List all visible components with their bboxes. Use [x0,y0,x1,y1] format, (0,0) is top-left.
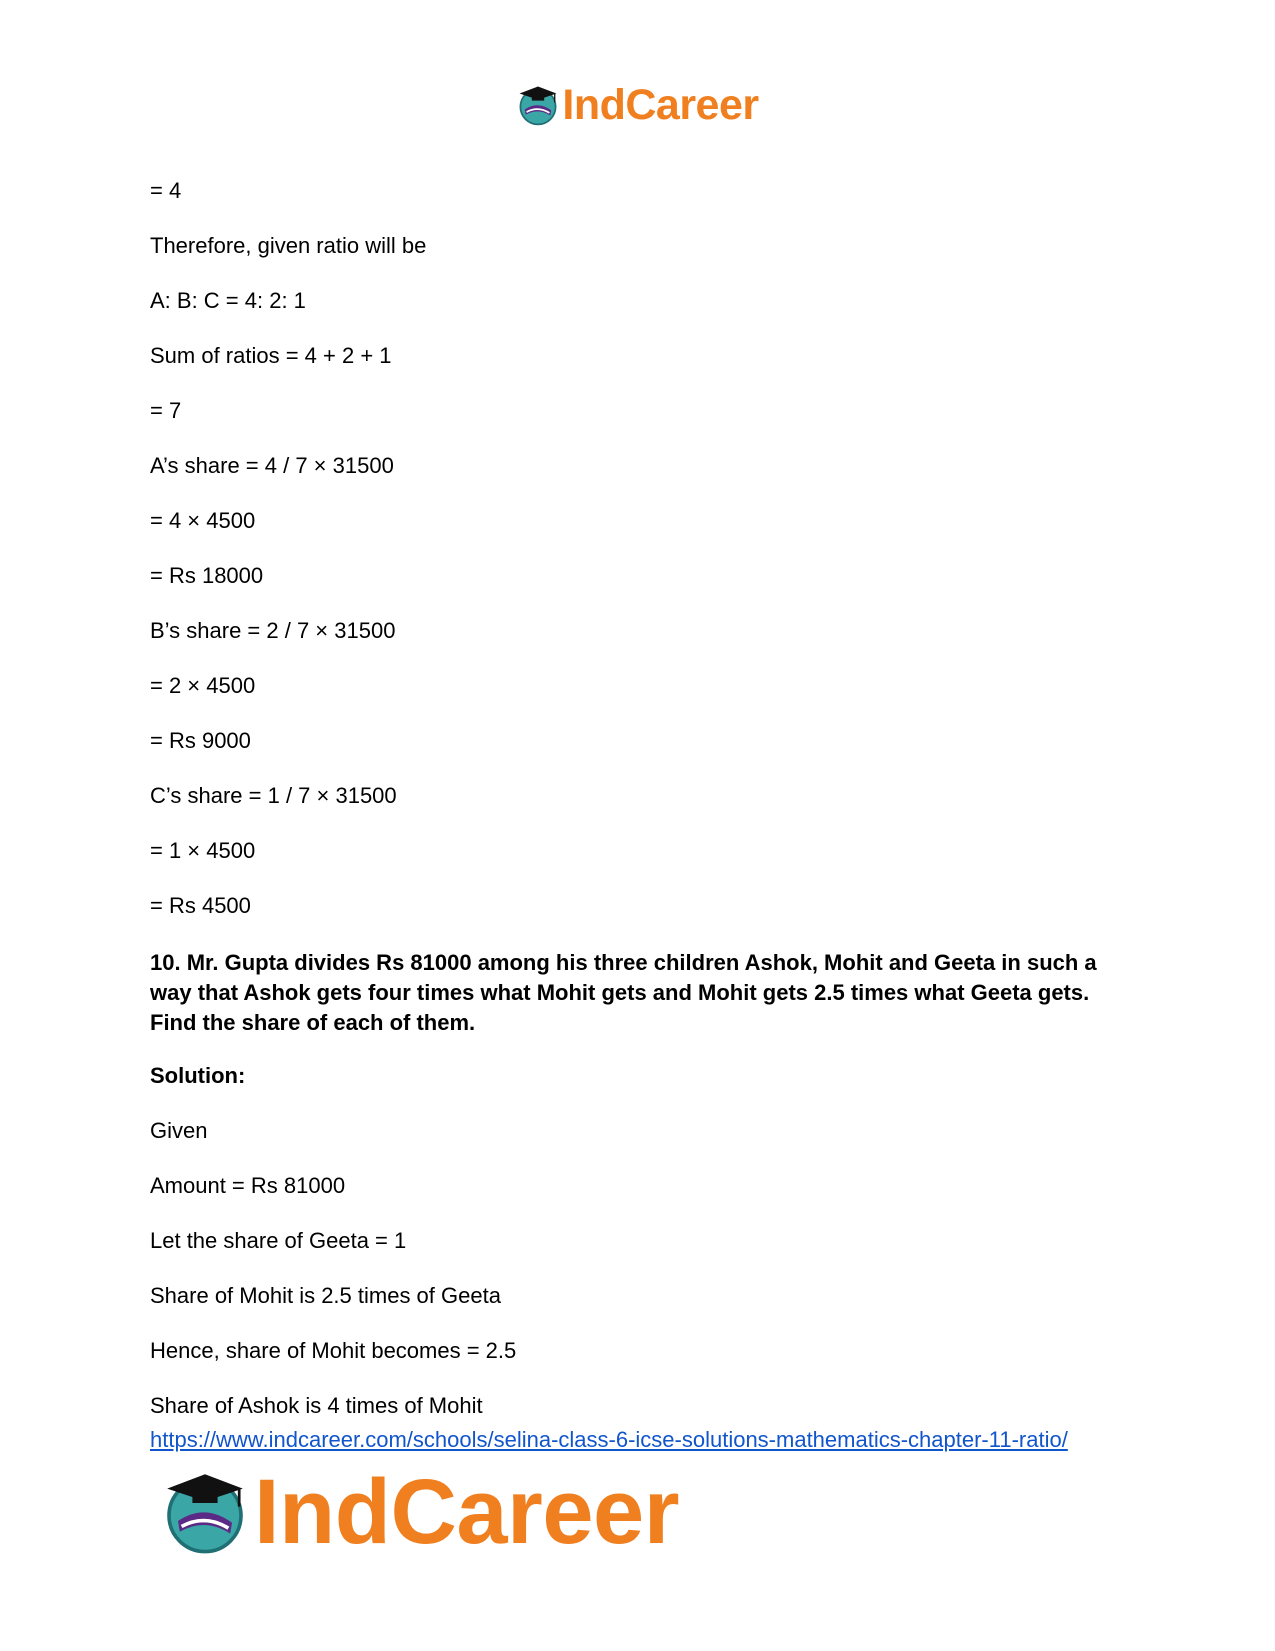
logo-text: IndCareer [254,1461,679,1563]
solution-label: Solution: [150,1063,246,1088]
text-line: Share of Mohit is 2.5 times of Geeta [150,1283,501,1308]
text-line: Amount = Rs 81000 [150,1173,346,1198]
header-logo [0,80,1275,130]
question-10: 10. Mr. Gupta divides Rs 81000 among his three children Ashok, Mohit and Geeta in such a way that Ashok gets four times what Mohit gets and Mohit gets 2.5 times what Geeta gets. Find the share of each of them. [150,950,1097,1035]
text-line: = Rs 4500 [150,893,251,918]
text-line: = 7 [150,398,182,423]
source-link[interactable]: https://www.indcareer.com/schools/selina-class-6-icse-solutions-mathematics-chapter-11-ratio/ [150,1427,1068,1452]
text-line: A’s share = 4 / 7 × 31500 [150,453,394,478]
text-line: = 4 [150,178,182,203]
logo-text: IndCareer [562,80,759,129]
text-line: Given [150,1118,208,1143]
text-line: C’s share = 1 / 7 × 31500 [150,783,397,808]
text-line: B’s share = 2 / 7 × 31500 [150,618,396,643]
text-line: = Rs 9000 [150,728,251,753]
text-line: Share of Ashok is 4 times of Mohit [150,1393,483,1418]
graduation-globe-icon [516,83,560,127]
text-line: = 2 × 4500 [150,673,256,698]
graduation-globe-icon [160,1467,250,1557]
footer-logo [160,1462,679,1562]
text-line: A: B: C = 4: 2: 1 [150,288,306,313]
text-line: Therefore, given ratio will be [150,233,427,258]
text-line: Sum of ratios = 4 + 2 + 1 [150,343,392,368]
indcareer-logo [516,81,758,130]
document-body [150,178,1120,1448]
text-line: Let the share of Geeta = 1 [150,1228,407,1253]
text-line: = Rs 18000 [150,563,264,588]
text-line: = 1 × 4500 [150,838,256,863]
text-line: Hence, share of Mohit becomes = 2.5 [150,1338,517,1363]
text-line: = 4 × 4500 [150,508,256,533]
